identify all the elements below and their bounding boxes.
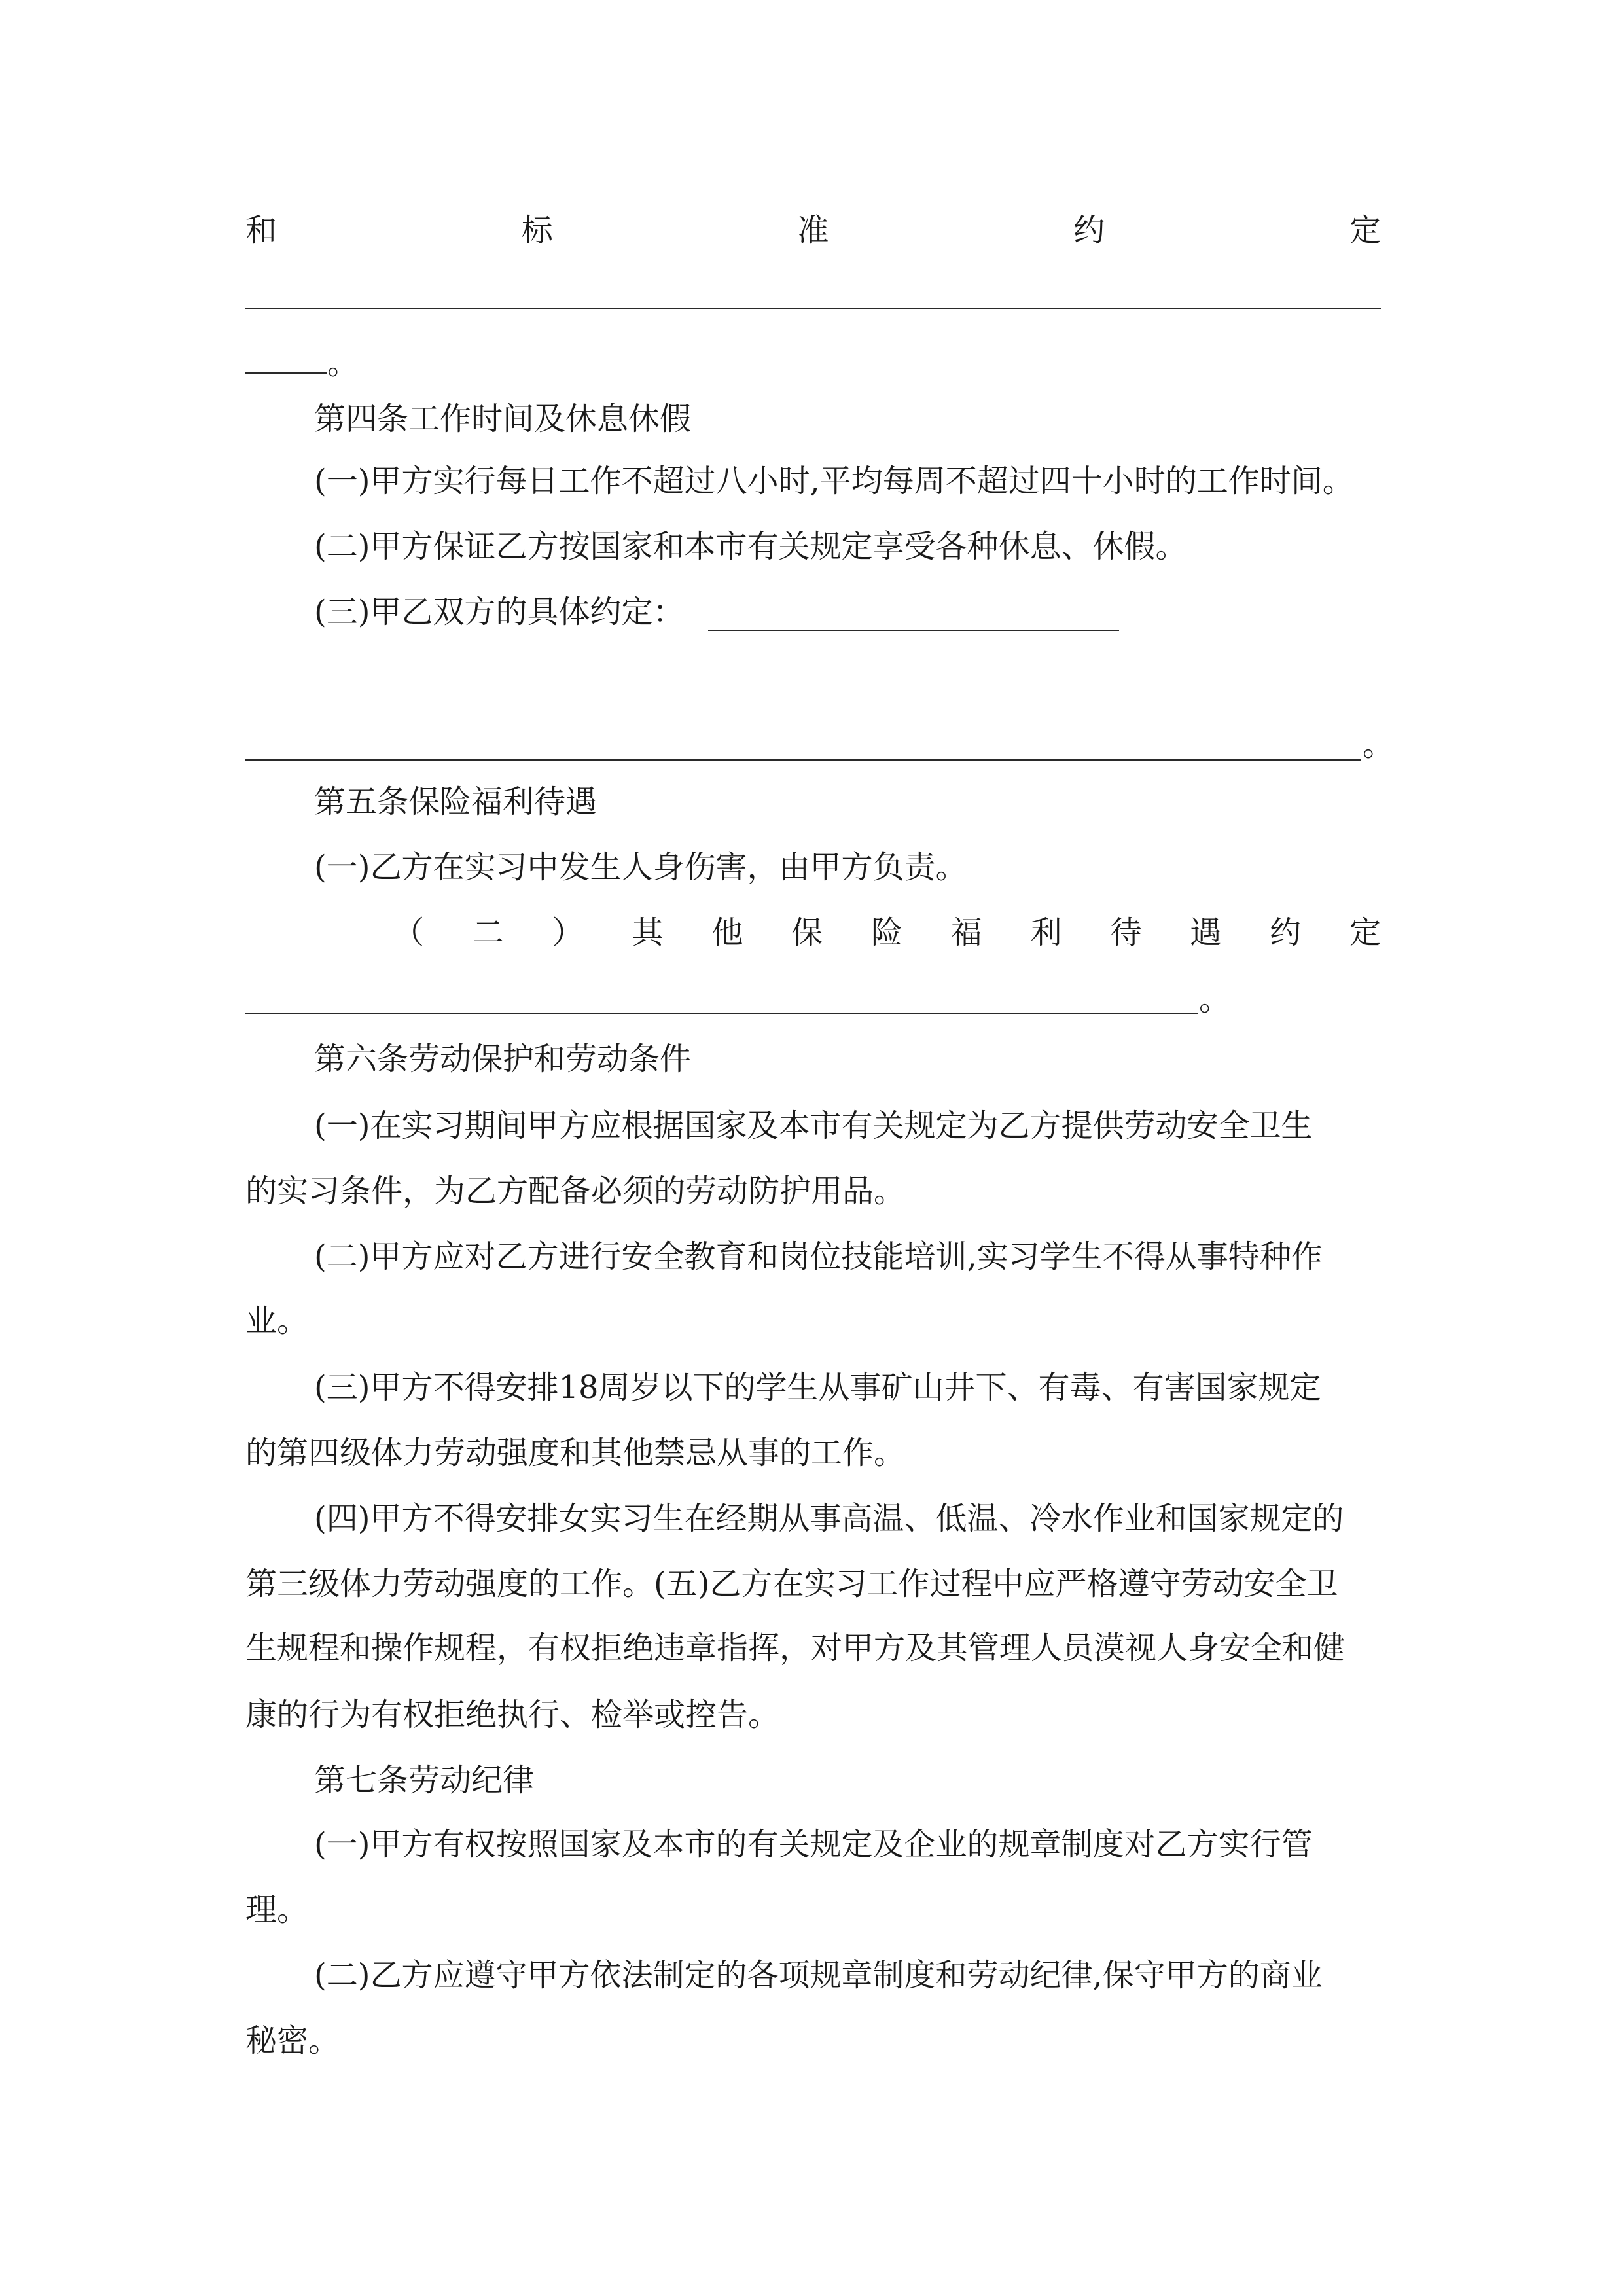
fill-in-blank xyxy=(245,346,327,374)
article-6-item-4-cont: 第三级体力劳动强度的工作。(五)乙方在实习工作过程中应严格遵守劳动安全卫 xyxy=(245,1566,1338,1602)
item-char: 二 xyxy=(472,914,504,951)
article-5-item-2 xyxy=(393,913,1381,952)
fill-in-line xyxy=(245,759,1361,761)
article-6-item-3: (三)甲方不得安排18周岁以下的学生从事矿山井下、有毒、有害国家规定 xyxy=(314,1369,1321,1406)
fragment-char: 标 xyxy=(521,212,553,249)
article-6-item-4: (四)甲方不得安排女实习生在经期从事高温、低温、冷水作业和国家规定的 xyxy=(314,1500,1344,1537)
item-char: 险 xyxy=(870,914,902,951)
article-6-item-2: (二)甲方应对乙方进行安全教育和岗位技能培训,实习学生不得从事特种作 xyxy=(314,1238,1323,1275)
article-5-item-1: (一)乙方在实习中发生人身伤害，由甲方负责。 xyxy=(314,849,967,886)
fragment-char: 约 xyxy=(1073,212,1105,249)
article-6-item-4-cont: 生规程和操作规程，有权拒绝违章指挥，对甲方及其管理人员漠视人身安全和健 xyxy=(245,1630,1346,1666)
article-7-item-1-cont: 理。 xyxy=(245,1892,309,1928)
item-char: ） xyxy=(552,914,584,951)
short-blank-line xyxy=(245,344,1381,383)
article-6-item-3-cont: 的第四级体力劳动强度和其他禁忌从事的工作。 xyxy=(245,1435,906,1471)
fill-in-line xyxy=(245,308,1381,309)
top-fragment-line xyxy=(245,211,1381,250)
article-4-item-3 xyxy=(314,592,1381,632)
article-6-heading: 第六条劳动保护和劳动条件 xyxy=(314,1041,692,1077)
article-6-item-1: (一)在实习期间甲方应根据国家及本市有关规定为乙方提供劳动安全卫生 xyxy=(314,1107,1313,1144)
item-char: 利 xyxy=(1030,914,1062,951)
fragment-char: 定 xyxy=(1349,212,1381,249)
period: 。 xyxy=(1363,726,1395,763)
article-4-item-3-label: (三)甲乙双方的具体约定： xyxy=(314,594,685,630)
fragment-char: 和 xyxy=(245,212,277,249)
article-4-item-2: (二)甲方保证乙方按国家和本市有关规定享受各种休息、休假。 xyxy=(314,528,1187,565)
article-6-item-1-cont: 的实习条件，为乙方配备必须的劳动防护用品。 xyxy=(245,1173,906,1210)
item-char: 定 xyxy=(1349,914,1381,951)
item-char: 遇 xyxy=(1190,914,1222,951)
article-6-item-4-cont: 康的行为有权拒绝执行、检举或控告。 xyxy=(245,1696,780,1733)
article-4-item-1: (一)甲方实行每日工作不超过八小时,平均每周不超过四十小时的工作时间。 xyxy=(314,463,1354,499)
article-4-heading: 第四条工作时间及休息休假 xyxy=(314,401,692,437)
article-7-item-2: (二)乙方应遵守甲方依法制定的各项规章制度和劳动纪律,保守甲方的商业 xyxy=(314,1957,1323,1994)
item-char: 他 xyxy=(711,914,743,951)
article-5-heading: 第五条保险福利待遇 xyxy=(314,783,597,820)
fill-in-line xyxy=(708,630,1119,631)
period: 。 xyxy=(1199,981,1231,1018)
period: 。 xyxy=(327,345,359,382)
item-char: 约 xyxy=(1270,914,1302,951)
fragment-char: 准 xyxy=(797,212,829,249)
item-char: 福 xyxy=(950,914,982,951)
item-char: 待 xyxy=(1110,914,1142,951)
item-char: 其 xyxy=(632,914,664,951)
item-char: 保 xyxy=(791,914,823,951)
article-6-item-2-cont: 业。 xyxy=(245,1302,309,1339)
article-7-heading: 第七条劳动纪律 xyxy=(314,1762,535,1799)
fill-in-line xyxy=(245,1013,1198,1014)
item-char: （ xyxy=(393,914,425,951)
article-7-item-2-cont: 秘密。 xyxy=(245,2022,340,2059)
article-7-item-1: (一)甲方有权按照国家及本市的有关规定及企业的规章制度对乙方实行管 xyxy=(314,1826,1313,1863)
